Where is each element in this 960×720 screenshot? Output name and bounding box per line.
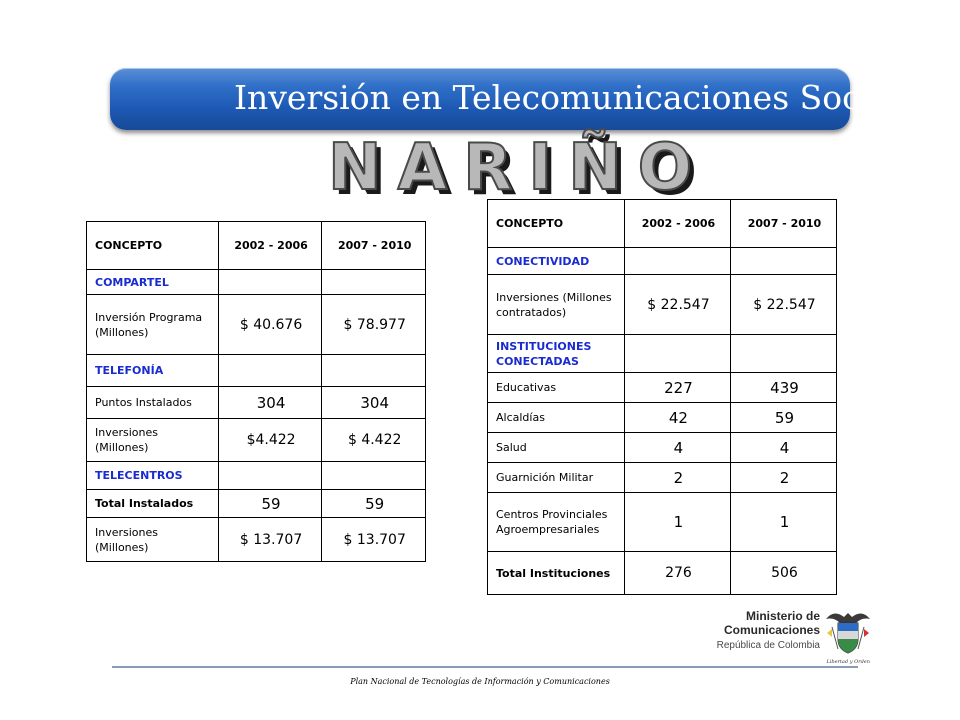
title-banner xyxy=(110,68,938,130)
column-header-concept: CONCEPTO xyxy=(87,222,219,270)
table-section-row xyxy=(87,462,426,490)
row-value-period-2: $ 22.547 xyxy=(730,275,836,335)
table-row xyxy=(488,493,837,552)
ministry-logo xyxy=(716,609,876,665)
table-row xyxy=(488,403,837,433)
table-row xyxy=(87,419,426,462)
row-label: Alcaldías xyxy=(488,403,625,433)
table-cell xyxy=(624,248,730,275)
table-cell xyxy=(218,355,322,387)
row-value-period-2: 4 xyxy=(730,433,836,463)
table-section-row xyxy=(87,355,426,387)
crest-motto: Libertad y Orden xyxy=(826,659,870,665)
column-header-period-1: 2002 - 2006 xyxy=(624,200,730,248)
table-row xyxy=(87,490,426,518)
row-value-period-2: $ 78.977 xyxy=(322,295,426,355)
left-investment-table xyxy=(86,221,426,562)
row-value-period-1: 59 xyxy=(218,490,322,518)
row-value-period-1: $ 22.547 xyxy=(624,275,730,335)
table-cell xyxy=(322,355,426,387)
row-value-period-1: $ 13.707 xyxy=(218,518,322,562)
table-cell xyxy=(218,462,322,490)
table-section-row xyxy=(488,248,837,275)
table-total-row xyxy=(488,552,837,595)
right-connectivity-table xyxy=(487,199,837,595)
section-label: TELECENTROS xyxy=(87,462,219,490)
row-value-period-2: 304 xyxy=(322,387,426,419)
table-section-row xyxy=(87,270,426,295)
row-value-period-1: 42 xyxy=(624,403,730,433)
table-row xyxy=(87,518,426,562)
section-label: CONECTIVIDAD xyxy=(488,248,625,275)
footer-divider xyxy=(112,666,858,668)
row-label: Inversiones (Millones contratados) xyxy=(488,275,625,335)
row-label: Inversiones (Millones) xyxy=(87,518,219,562)
row-label: Total Instituciones xyxy=(488,552,625,595)
row-value-period-1: $4.422 xyxy=(218,419,322,462)
row-label: Inversiones (Millones) xyxy=(87,419,219,462)
row-value-period-2: 59 xyxy=(730,403,836,433)
row-value-period-2: 439 xyxy=(730,373,836,403)
row-value-period-1: 276 xyxy=(624,552,730,595)
row-value-period-1: 304 xyxy=(218,387,322,419)
table-cell xyxy=(730,248,836,275)
footer-text: Plan Nacional de Tecnologías de Información y Comunicaciones xyxy=(350,677,610,686)
column-header-period-2: 2007 - 2010 xyxy=(730,200,836,248)
column-header-period-1: 2002 - 2006 xyxy=(218,222,322,270)
logo-line-communications: Comunicaciones xyxy=(723,623,820,637)
row-label: Educativas xyxy=(488,373,625,403)
table-row xyxy=(488,433,837,463)
row-label: Centros Provinciales Agroempresariales xyxy=(488,493,625,552)
row-value-period-1: $ 40.676 xyxy=(218,295,322,355)
logo-line-country: República de Colombia xyxy=(716,640,820,651)
row-label: Inversión Programa (Millones) xyxy=(87,295,219,355)
section-label: COMPARTEL xyxy=(87,270,219,295)
row-value-period-2: 59 xyxy=(322,490,426,518)
table-row xyxy=(488,275,837,335)
column-header-concept: CONCEPTO xyxy=(488,200,625,248)
row-value-period-2: 1 xyxy=(730,493,836,552)
row-label: Salud xyxy=(488,433,625,463)
table-row xyxy=(488,463,837,493)
coat-of-arms-icon xyxy=(824,605,872,661)
table-cell xyxy=(322,462,426,490)
row-value-period-2: $ 4.422 xyxy=(322,419,426,462)
table-header-row xyxy=(87,222,426,270)
table-cell xyxy=(322,270,426,295)
row-value-period-2: 506 xyxy=(730,552,836,595)
table-cell xyxy=(218,270,322,295)
row-value-period-2: $ 13.707 xyxy=(322,518,426,562)
row-value-period-2: 2 xyxy=(730,463,836,493)
row-value-period-1: 4 xyxy=(624,433,730,463)
row-value-period-1: 227 xyxy=(624,373,730,403)
banner-title: Inversión en Telecomunicaciones Sociales xyxy=(234,78,938,117)
table-header-row xyxy=(488,200,837,248)
table-row xyxy=(87,295,426,355)
row-label: Puntos Instalados xyxy=(87,387,219,419)
row-value-period-1: 1 xyxy=(624,493,730,552)
column-header-period-2: 2007 - 2010 xyxy=(322,222,426,270)
row-label: Guarnición Militar xyxy=(488,463,625,493)
section-label: TELEFONÍA xyxy=(87,355,219,387)
table-section-row xyxy=(488,335,837,373)
region-title: NARIÑO xyxy=(328,131,709,205)
table-row xyxy=(488,373,837,403)
table-row xyxy=(87,387,426,419)
table-cell xyxy=(730,335,836,373)
logo-line-ministry: Ministerio de xyxy=(745,609,820,623)
table-cell xyxy=(624,335,730,373)
row-label: Total Instalados xyxy=(87,490,219,518)
row-value-period-1: 2 xyxy=(624,463,730,493)
section-label: INSTITUCIONES CONECTADAS xyxy=(488,335,625,373)
